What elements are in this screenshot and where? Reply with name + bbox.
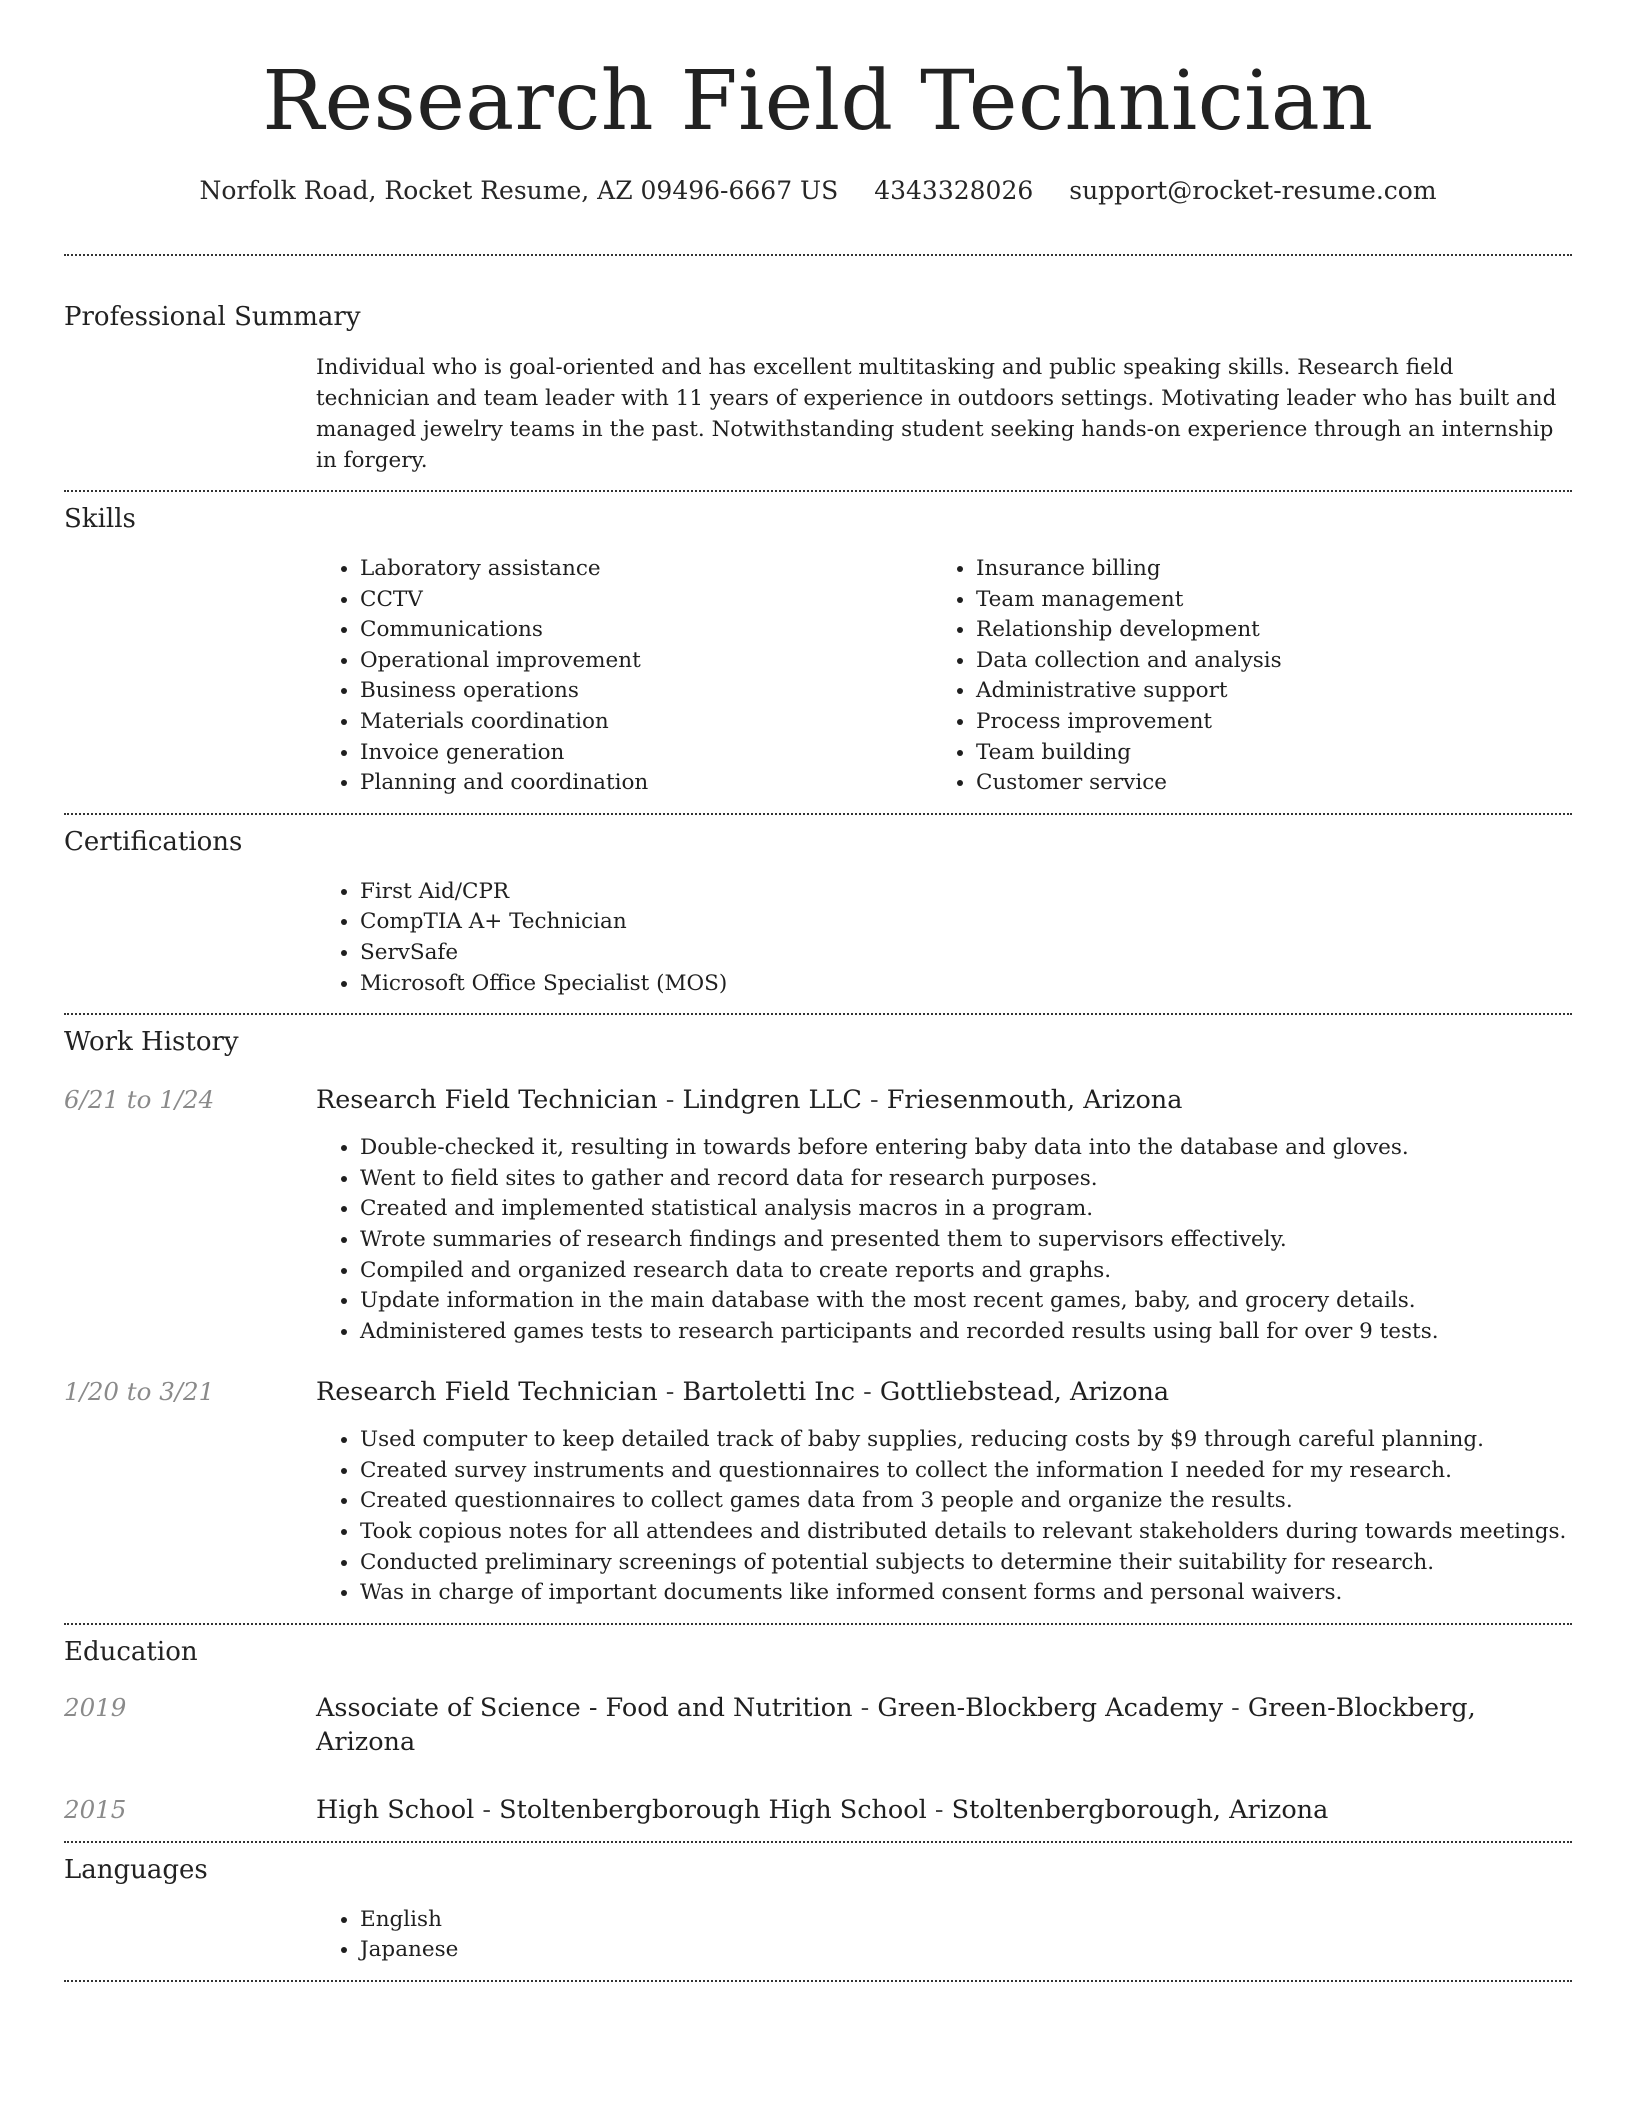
job-company: Lindgren LLC — [682, 1085, 862, 1116]
education-entry — [64, 1691, 1572, 1759]
section-languages — [64, 1843, 1572, 1980]
skill-item: • Business operations — [360, 676, 932, 707]
skill-item: • Relationship development — [976, 615, 1548, 646]
section-title-certifications: Certifications — [64, 826, 243, 857]
job-dates: 6/21 to 1/24 — [64, 1085, 215, 1115]
resume-page — [64, 0, 1572, 1982]
job-bullet: • Double-checked it, resulting in towards before entering baby data into the database and gloves. — [360, 1133, 1572, 1164]
job-bullet: • Conducted preliminary screenings of potential subjects to determine their suitability for research. — [360, 1548, 1572, 1579]
section-certifications — [64, 815, 1572, 1013]
section-work-history — [64, 1015, 1572, 1623]
section-title-summary: Professional Summary — [64, 302, 361, 332]
skill-item: • Administrative support — [976, 676, 1548, 707]
section-summary — [64, 256, 1572, 490]
job-entry — [64, 1083, 1572, 1347]
language-item: • Japanese — [360, 1935, 1572, 1966]
education-entry — [64, 1793, 1572, 1827]
education-degree: High School — [316, 1794, 475, 1825]
skill-item: • Planning and coordination — [360, 768, 932, 799]
job-title: Research Field Technician — [316, 1085, 658, 1116]
education-heading: High School - Stoltenbergborough High School - Stoltenbergborough, Arizona — [316, 1794, 1329, 1825]
job-dates: 1/20 to 3/21 — [64, 1377, 215, 1407]
contact-address: Norfolk Road, Rocket Resume, AZ 09496-6667 US — [199, 176, 839, 205]
education-school: Green-Blockberg Academy — [877, 1692, 1224, 1723]
skills-list-right — [932, 554, 1548, 799]
skill-item: • Materials coordination — [360, 707, 932, 738]
section-education — [64, 1625, 1572, 1841]
job-entry — [64, 1375, 1572, 1609]
job-bullets — [316, 1425, 1572, 1609]
section-title-skills: Skills — [64, 504, 136, 534]
education-location: Green-Blockberg, Arizona — [316, 1692, 1476, 1757]
education-location: Stoltenbergborough, Arizona — [951, 1794, 1329, 1825]
languages-list — [316, 1905, 1572, 1966]
skill-item: • Data collection and analysis — [976, 646, 1548, 677]
certification-item: • CompTIA A+ Technician — [360, 907, 1572, 938]
education-year: 2019 — [64, 1692, 127, 1722]
job-bullet: • Created survey instruments and questionnaires to collect the information I needed for my research. — [360, 1456, 1572, 1487]
job-title: Research Field Technician — [316, 1377, 658, 1408]
contact-email[interactable]: support@rocket-resume.com — [1069, 176, 1437, 205]
job-location: Friesenmouth, Arizona — [886, 1085, 1183, 1116]
skill-item: • Process improvement — [976, 707, 1548, 738]
job-bullets — [316, 1133, 1572, 1347]
contact-line — [64, 174, 1572, 208]
skill-item: • Team building — [976, 738, 1548, 769]
job-bullet: • Compiled and organized research data to create reports and graphs. — [360, 1256, 1572, 1287]
certification-item: • ServSafe — [360, 938, 1572, 969]
job-company: Bartoletti Inc — [682, 1377, 856, 1408]
job-bullet: • Used computer to keep detailed track of baby supplies, reducing costs by $9 through careful planning. — [360, 1425, 1572, 1456]
job-bullet: • Update information in the main database with the most recent games, baby, and grocery details. — [360, 1286, 1572, 1317]
education-heading: Associate of Science - Food and Nutrition - Green-Blockberg Academy - Green-Blockberg, Arizona — [316, 1692, 1476, 1757]
divider — [64, 1980, 1572, 1982]
section-title-education: Education — [64, 1636, 198, 1667]
skill-item: • Team management — [976, 585, 1548, 616]
contact-phone: 4343328026 — [874, 176, 1034, 205]
skills-list-left — [316, 554, 932, 799]
job-location: Gottliebstead, Arizona — [879, 1377, 1170, 1408]
language-item: • English — [360, 1905, 1572, 1936]
skill-item: • Insurance billing — [976, 554, 1548, 585]
section-title-languages: Languages — [64, 1854, 208, 1885]
skill-item: • Invoice generation — [360, 738, 932, 769]
job-bullet: • Created and implemented statistical analysis macros in a program. — [360, 1194, 1572, 1225]
section-skills — [64, 492, 1572, 813]
certification-item: • First Aid/CPR — [360, 877, 1572, 908]
skill-item: • Laboratory assistance — [360, 554, 932, 585]
education-degree: Associate of Science - Food and Nutrition — [316, 1692, 853, 1723]
job-heading: Research Field Technician - Bartoletti Inc - Gottliebstead, Arizona — [316, 1377, 1170, 1408]
job-bullet: • Administered games tests to research participants and recorded results using ball for over 9 tests. — [360, 1317, 1572, 1348]
candidate-name: Research Field Technician — [262, 54, 1374, 149]
certification-item: • Microsoft Office Specialist (MOS) — [360, 969, 1572, 1000]
skill-item: • Operational improvement — [360, 646, 932, 677]
job-heading: Research Field Technician - Lindgren LLC - Friesenmouth, Arizona — [316, 1085, 1183, 1116]
education-year: 2015 — [64, 1794, 127, 1824]
job-bullet: • Went to field sites to gather and record data for research purposes. — [360, 1164, 1572, 1195]
job-bullet: • Took copious notes for all attendees and distributed details to relevant stakeholders during towards meetings. — [360, 1517, 1572, 1548]
summary-text: Individual who is goal-oriented and has excellent multitasking and public speaking skills. Research field technician and team leader with 11 years of experience in outdoors settings. Motivating leader who has built and managed jewelry teams in the past. Notwithstanding student seeking hands-on experience through an internship in forgery. — [316, 355, 1557, 473]
section-title-work-history: Work History — [64, 1027, 239, 1058]
job-bullet: • Was in charge of important documents like informed consent forms and personal waivers. — [360, 1578, 1572, 1609]
job-bullet: • Created questionnaires to collect games data from 3 people and organize the results. — [360, 1486, 1572, 1517]
certifications-list — [316, 877, 1572, 999]
job-bullet: • Wrote summaries of research findings and presented them to supervisors effectively. — [360, 1225, 1572, 1256]
education-school: Stoltenbergborough High School — [499, 1794, 927, 1825]
skill-item: • CCTV — [360, 585, 932, 616]
skill-item: • Communications — [360, 615, 932, 646]
skill-item: • Customer service — [976, 768, 1548, 799]
